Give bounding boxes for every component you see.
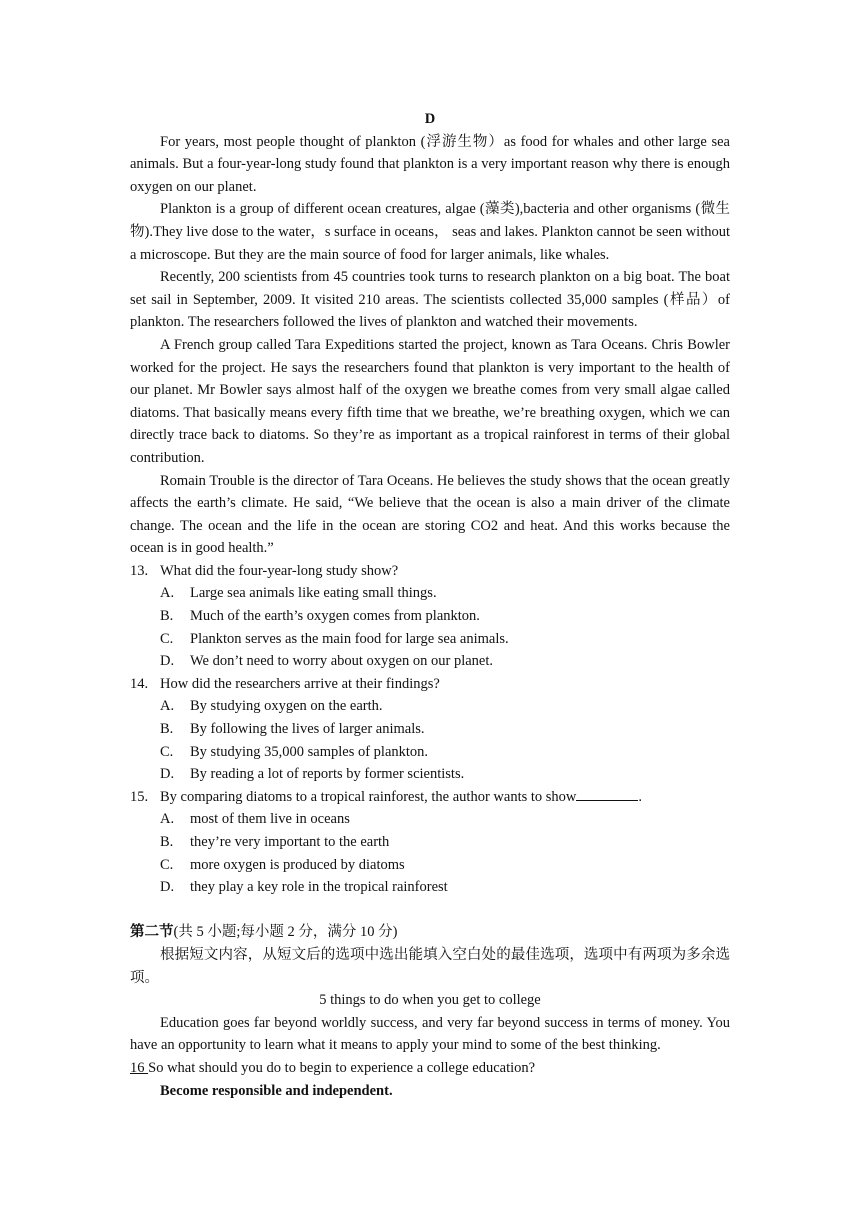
passage-paragraph: For years, most people thought of plankton (浮游生物）as food for whales and other large sea animals. But a four-year-long study found that plankton is a very important reason why there is enough oxygen on our planet.: [130, 133, 730, 195]
question-stem: What did the four-year-long study show?: [160, 562, 399, 579]
option-c: [130, 741, 730, 764]
option-c: [130, 854, 730, 877]
option-text: By reading a lot of reports by former scientists.: [190, 766, 465, 783]
option-letter: A.: [160, 698, 175, 715]
article-subheading: Become responsible and independent.: [160, 1082, 393, 1099]
option-a: [130, 695, 730, 718]
answer-blank[interactable]: [576, 786, 638, 801]
option-b: [130, 831, 730, 854]
option-text: By following the lives of larger animals.: [190, 721, 425, 738]
option-text: they’re very important to the earth: [190, 834, 390, 850]
option-text: We don’t need to worry about oxygen on our planet.: [190, 653, 493, 670]
article-paragraph-end: So what should you do to begin to experience a college education?: [148, 1059, 536, 1076]
section-heading-bold: 第二节: [130, 924, 174, 941]
option-d: [130, 763, 730, 786]
option-letter: A.: [160, 585, 175, 602]
option-text: Plankton serves as the main food for large sea animals.: [190, 630, 509, 647]
question-13: [130, 560, 730, 583]
option-letter: C.: [160, 856, 174, 873]
option-letter: B.: [160, 834, 174, 850]
option-d: [130, 876, 730, 899]
option-text: most of them live in oceans: [190, 811, 350, 828]
passage-paragraph: A French group called Tara Expeditions started the project, known as Tara Oceans. Chris Bowler worked for the project. He says the researchers found that plankton is very important to the health of our planet. Mr Bowler says almost half of the oxygen we breathe comes from very small algae called diatoms. That basically means every fifth time that we breathe, we’re breathing oxygen, which we can directly trace back to diatoms. So they’re as important as a tropical rainforest in terms of their global contribution.: [130, 336, 730, 466]
option-letter: D.: [160, 766, 175, 783]
option-b: [130, 718, 730, 741]
option-letter: B.: [160, 721, 174, 738]
option-text: they play a key role in the tropical rainforest: [190, 879, 448, 896]
option-text: By studying oxygen on the earth.: [190, 698, 383, 715]
article-title: 5 things to do when you get to college: [319, 992, 541, 1009]
section-instruction: 根据短文内容，从短文后的选项中选出能填入空白处的最佳选项，选项中有两项为多余选项。: [130, 946, 730, 986]
spacer: [130, 899, 730, 922]
option-text: Large sea animals like eating small things.: [190, 585, 437, 602]
question-stem: By comparing diatoms to a tropical rainforest, the author wants to show: [160, 788, 577, 805]
blank-16[interactable]: 16: [130, 1059, 149, 1076]
option-d: [130, 650, 730, 673]
question-15: [130, 786, 730, 809]
section-heading: [130, 921, 730, 944]
question-stem-end: .: [638, 788, 643, 805]
question-14: [130, 673, 730, 696]
option-letter: C.: [160, 743, 174, 760]
question-number: 13.: [130, 562, 149, 579]
option-letter: D.: [160, 879, 175, 896]
option-letter: A.: [160, 811, 175, 828]
option-letter: C.: [160, 630, 174, 647]
option-text: more oxygen is produced by diatoms: [190, 856, 405, 873]
option-letter: B.: [160, 608, 174, 625]
article-paragraph-cont: [130, 1057, 730, 1080]
option-letter: D.: [160, 653, 175, 670]
option-b: [130, 605, 730, 628]
option-text: By studying 35,000 samples of plankton.: [190, 743, 429, 760]
passage-paragraph: Recently, 200 scientists from 45 countries took turns to research plankton on a big boat. The boat set sail in September, 2009. It visited 210 areas. The scientists collected 35,000 samples (样品）of plankton. The researchers followed the lives of plankton and watched their movements.: [130, 269, 730, 331]
option-text: Much of the earth’s oxygen comes from plankton.: [190, 608, 480, 625]
option-c: [130, 628, 730, 651]
option-a: [130, 582, 730, 605]
option-a: [130, 808, 730, 831]
passage-paragraph: Plankton is a group of different ocean creatures, algae (藻类),bacteria and other organisms (微生 物).They live dose to the water，s surface in oceans， seas and lakes. Plankton cannot be seen without a microscope. But they are the main source of food for larger animals, like whales.: [130, 201, 730, 263]
question-stem: How did the researchers arrive at their findings?: [160, 675, 440, 692]
document-page: [130, 108, 730, 1102]
passage-paragraph: Romain Trouble is the director of Tara Oceans. He believes the study shows that the ocean greatly affects the earth’s climate. He said, “We believe that the ocean is also a main driver of the climate change. The ocean and the life in the ocean are storing CO2 and heat. And this works because the ocean is in good health.”: [130, 472, 730, 557]
section-heading-rest: (共 5 小题;每小题 2 分，满分 10 分): [173, 924, 398, 941]
passage-label: D: [424, 111, 436, 127]
question-number: 15.: [130, 788, 149, 805]
article-paragraph: Education goes far beyond worldly success, and very far beyond success in terms of money. You have an opportunity to learn what it means to apply your mind to some of the best thinking.: [130, 1014, 730, 1054]
question-number: 14.: [130, 675, 149, 692]
